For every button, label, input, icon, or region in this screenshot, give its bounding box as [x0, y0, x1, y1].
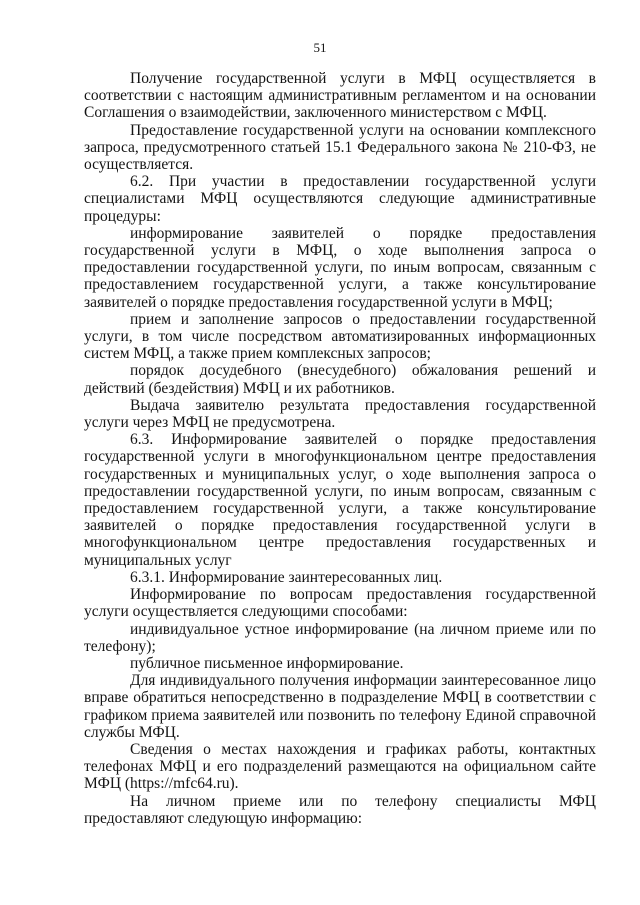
paragraph-informing-methods: Информирование по вопросам предоставления государственной услуги осуществляется следующими способами:	[84, 586, 596, 621]
paragraph-section-6-2: 6.2. При участии в предоставлении государственной услуги специалистами МФЦ осуществляются следующие административные процедуры:	[84, 173, 596, 225]
paragraph-locations-info: Сведения о местах нахождения и графиках работы, контактных телефонах МФЦ и его подразделений размещаются на официальном сайте МФЦ (https://mfc64.ru).	[84, 740, 596, 793]
paragraph-appeal-procedure: порядок досудебного (внесудебного) обжалования решений и действий (бездействия) МФЦ и их работников.	[84, 362, 596, 397]
paragraph-personal-reception: На личном приеме или по телефону специалисты МФЦ предоставляют следующую информацию:	[84, 792, 596, 827]
paragraph-individual-info: Для индивидуального получения информации заинтересованное лицо вправе обратиться непосредственно в подразделение МФЦ в соответствии с графиком приема заявителей или позвонить по телефону Единой справочной службы МФЦ.	[84, 672, 596, 741]
paragraph-section-6-3-1: 6.3.1. Информирование заинтересованных лиц.	[130, 568, 443, 586]
paragraph-complex-request: Предоставление государственной услуги на основании комплексного запроса, предусмотренного статьей 15.1 Федерального закона № 210-ФЗ, не осуществляется.	[84, 121, 596, 174]
paragraph-receiving-requests: прием и заполнение запросов о предоставлении государственной услуги, в том числе посредством автоматизированных информационных систем МФЦ, а также прием комплексных запросов;	[84, 310, 596, 363]
document-body	[84, 70, 596, 827]
page-number: 51	[313, 40, 327, 55]
paragraph-oral-informing: индивидуальное устное информирование (на личном приеме или по телефону);	[84, 620, 596, 655]
paragraph-section-6-3: 6.3. Информирование заявителей о порядке предоставления государственной услуги в многофункциональном центре предоставления государственных и муниципальных услуг, о ходе выполнения запроса о предоставлении государственной услуги, по иным вопросам, связанным с предоставлением государственной услуги, а также консультирование заявителей о порядке предоставления государственной услуги в многофункциональном центре предоставления государственных и муниципальных услуг	[84, 431, 596, 569]
paragraph-informing-applicants: информирование заявителей о порядке предоставления государственной услуги в МФЦ, о ходе выполнения запроса о предоставлении государственной услуги, по иным вопросам, связанным с предоставлением государственной услуги, а также консультирование заявителей о порядке предоставления государственной услуги в МФЦ;	[84, 224, 596, 311]
paragraph-mfc-receipt: Получение государственной услуги в МФЦ осуществляется в соответствии с настоящим административным регламентом и на основании Соглашения о взаимодействии, заключенного министерством с МФЦ.	[84, 70, 596, 122]
paragraph-result-issuance: Выдача заявителю результата предоставления государственной услуги через МФЦ не предусмотрена.	[84, 396, 596, 432]
paragraph-written-informing: публичное письменное информирование.	[130, 654, 404, 672]
